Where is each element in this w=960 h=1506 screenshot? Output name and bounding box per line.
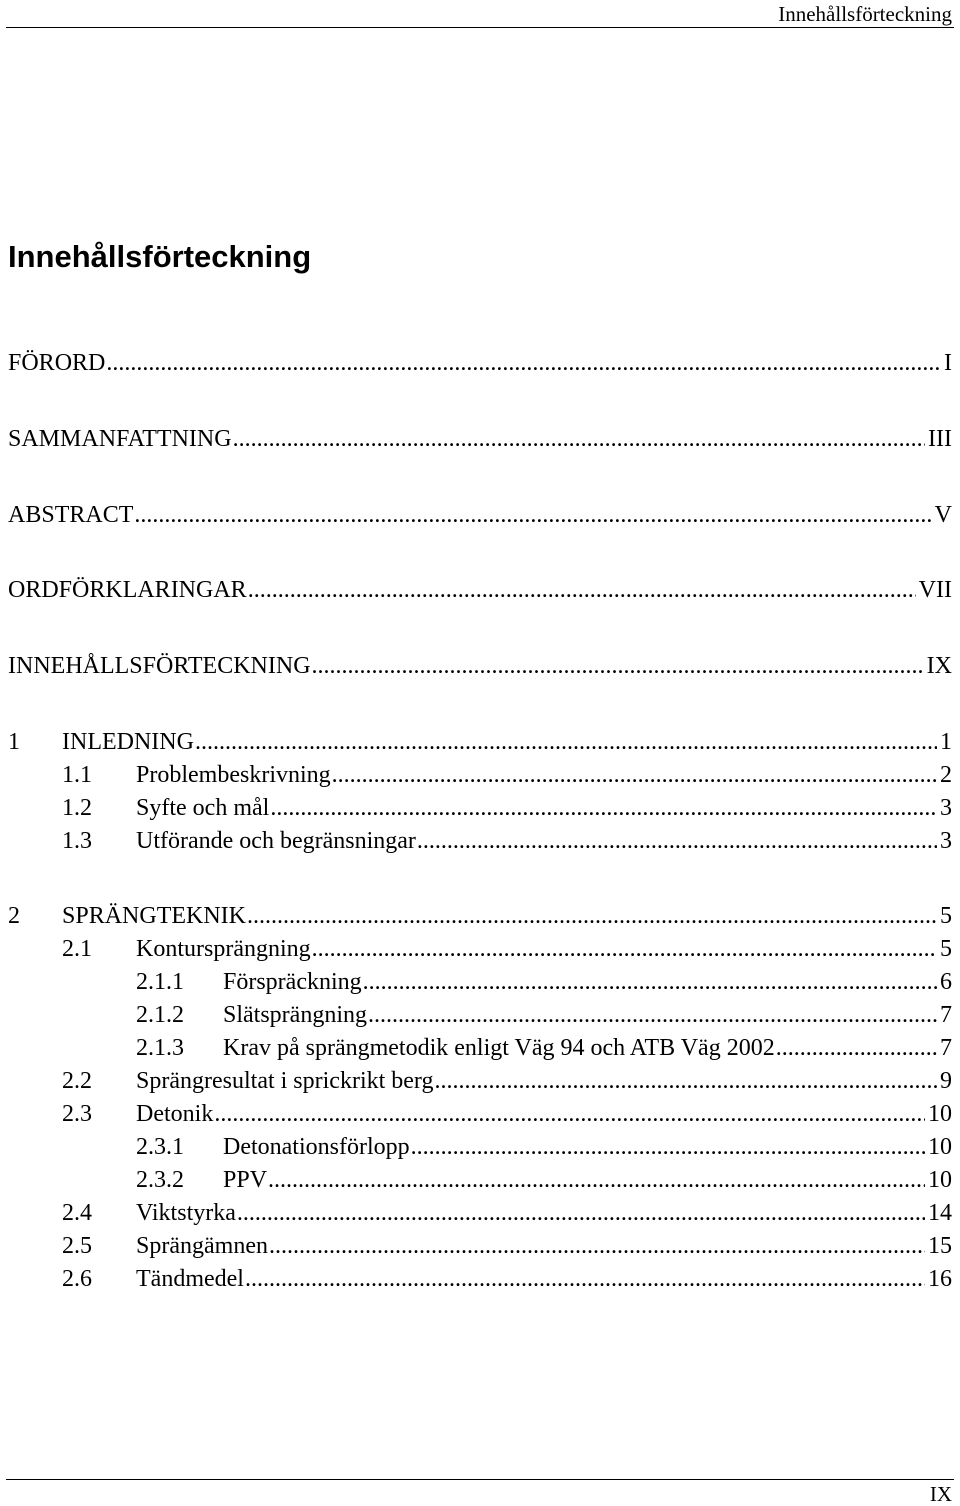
toc-entry-number: 2.1.3 [136, 1035, 184, 1061]
toc-leader-dots [248, 575, 916, 605]
toc-page-number: 3 [940, 795, 952, 821]
toc-page-number: IX [926, 653, 952, 679]
toc-entry-number: 2.2 [62, 1068, 92, 1094]
toc-entry-text: Viktstyrka [136, 1200, 236, 1226]
toc-page-number: 15 [928, 1233, 952, 1259]
toc-entry-text: Syfte och mål [136, 795, 270, 821]
toc-entry-2-3-2[interactable] [136, 1165, 952, 1195]
toc-entry-number: 2.4 [62, 1200, 92, 1226]
toc-leader-dots [245, 1264, 925, 1294]
toc-page-number: 1 [940, 729, 952, 755]
toc-entry-text: ORDFÖRKLARINGAR [8, 577, 247, 603]
toc-entry-text: Kontursprängning [136, 936, 311, 962]
toc-entry-text: Utförande och begränsningar [136, 828, 416, 854]
toc-entry-number: 1 [8, 729, 20, 755]
toc-entry-2-1-1[interactable] [136, 967, 952, 997]
toc-leader-dots [417, 826, 937, 856]
toc-entry-text: INLEDNING [62, 729, 194, 755]
toc-entry-2-3[interactable] [62, 1099, 952, 1129]
running-header: Innehållsförteckning [778, 2, 952, 26]
toc-entry-number: 2.3.2 [136, 1167, 184, 1193]
toc-page-number: 10 [928, 1167, 952, 1193]
toc-entry-number: 2.6 [62, 1266, 92, 1292]
toc-page-number: 5 [940, 903, 952, 929]
toc-entry-number: 1.3 [62, 828, 92, 854]
toc-page-number: 3 [940, 828, 952, 854]
toc-page-number: 2 [940, 762, 952, 788]
toc-leader-dots [247, 901, 937, 931]
toc-entry-2-3-1[interactable] [136, 1132, 952, 1162]
header-rule [6, 27, 954, 28]
toc-entry-number: 2.1 [62, 936, 92, 962]
toc-entry-1-1[interactable] [62, 760, 952, 790]
toc-leader-dots [270, 793, 937, 823]
toc-entry-number: 1.2 [62, 795, 92, 821]
toc-entry-chapter-1[interactable] [8, 727, 952, 757]
toc-entry-2-6[interactable] [62, 1264, 952, 1294]
toc-entry-text: SPRÄNGTEKNIK [62, 903, 247, 929]
toc-leader-dots [411, 1132, 925, 1162]
toc-entry-text: Problembeskrivning [136, 762, 331, 788]
toc-page-number: I [944, 350, 952, 376]
toc-entry-2-1[interactable] [62, 934, 952, 964]
toc-entry-number: 1.1 [62, 762, 92, 788]
toc-entry-number: 2.5 [62, 1233, 92, 1259]
toc-leader-dots [332, 760, 937, 790]
toc-page-number: 10 [928, 1101, 952, 1127]
toc-entry-number: 2.1.1 [136, 969, 184, 995]
toc-entry-number: 2.3.1 [136, 1134, 184, 1160]
toc-page-number: VII [918, 577, 952, 603]
toc-entry-2-5[interactable] [62, 1231, 952, 1261]
toc-leader-dots [195, 727, 937, 757]
toc-entry-number: 2.3 [62, 1101, 92, 1127]
toc-entry-text: Slätsprängning [223, 1002, 367, 1028]
toc-leader-dots [233, 424, 925, 454]
toc-page-number: 9 [940, 1068, 952, 1094]
toc-entry-text: Sprängämnen [136, 1233, 268, 1259]
toc-entry-text: Detonationsförlopp [223, 1134, 410, 1160]
toc-page-number: 7 [940, 1002, 952, 1028]
toc-entry-number: 2 [8, 903, 20, 929]
toc-page-number: III [928, 426, 952, 452]
toc-entry-2-2[interactable] [62, 1066, 952, 1096]
toc-page-number: 7 [940, 1035, 952, 1061]
toc-leader-dots [435, 1066, 938, 1096]
toc-entry-chapter-2[interactable] [8, 901, 952, 931]
toc-leader-dots [363, 967, 937, 997]
toc-entry-text: Förspräckning [223, 969, 362, 995]
toc-leader-dots [269, 1231, 925, 1261]
toc-entry-text: SAMMANFATTNING [8, 426, 232, 452]
toc-entry-sammanfattning[interactable] [8, 424, 952, 454]
toc-leader-dots [268, 1165, 925, 1195]
toc-entry-fororord[interactable] [8, 348, 952, 378]
toc-leader-dots [134, 500, 931, 530]
toc-page-number: V [934, 502, 952, 528]
toc-page-number: 10 [928, 1134, 952, 1160]
toc-entry-text: Tändmedel [136, 1266, 244, 1292]
toc-entry-text: INNEHÅLLSFÖRTECKNING [8, 653, 311, 679]
toc-entry-text: ABSTRACT [8, 502, 134, 528]
toc-entry-ordforklaringar[interactable] [8, 575, 952, 605]
toc-entry-number: 2.1.2 [136, 1002, 184, 1028]
toc-entry-1-3[interactable] [62, 826, 952, 856]
toc-entry-abstract[interactable] [8, 500, 952, 530]
toc-entry-text: PPV [223, 1167, 268, 1193]
toc-leader-dots [312, 651, 924, 681]
page-title: Innehållsförteckning [8, 239, 312, 274]
toc-entry-text: Krav på sprängmetodik enligt Väg 94 och ATB Väg 2002 [223, 1035, 775, 1061]
toc-entry-2-1-2[interactable] [136, 1000, 952, 1030]
footer-rule [6, 1479, 954, 1480]
toc-entry-text: Detonik [136, 1101, 214, 1127]
toc-page-number: 5 [940, 936, 952, 962]
toc-page-number: 14 [928, 1200, 952, 1226]
toc-leader-dots [237, 1198, 925, 1228]
toc-entry-1-2[interactable] [62, 793, 952, 823]
toc-entry-text: Sprängresultat i sprickrikt berg [136, 1068, 434, 1094]
toc-leader-dots [368, 1000, 937, 1030]
toc-leader-dots [312, 934, 937, 964]
toc-page-number: 16 [928, 1266, 952, 1292]
page-number: IX [929, 1482, 952, 1506]
toc-leader-dots [106, 348, 941, 378]
toc-leader-dots [214, 1099, 925, 1129]
toc-entry-2-1-3[interactable] [136, 1033, 952, 1063]
toc-entry-2-4[interactable] [62, 1198, 952, 1228]
toc-entry-innehallsforteckning[interactable] [8, 651, 952, 681]
toc-leader-dots [776, 1033, 937, 1063]
toc-entry-text: FÖRORD [8, 350, 106, 376]
toc-page-number: 6 [940, 969, 952, 995]
